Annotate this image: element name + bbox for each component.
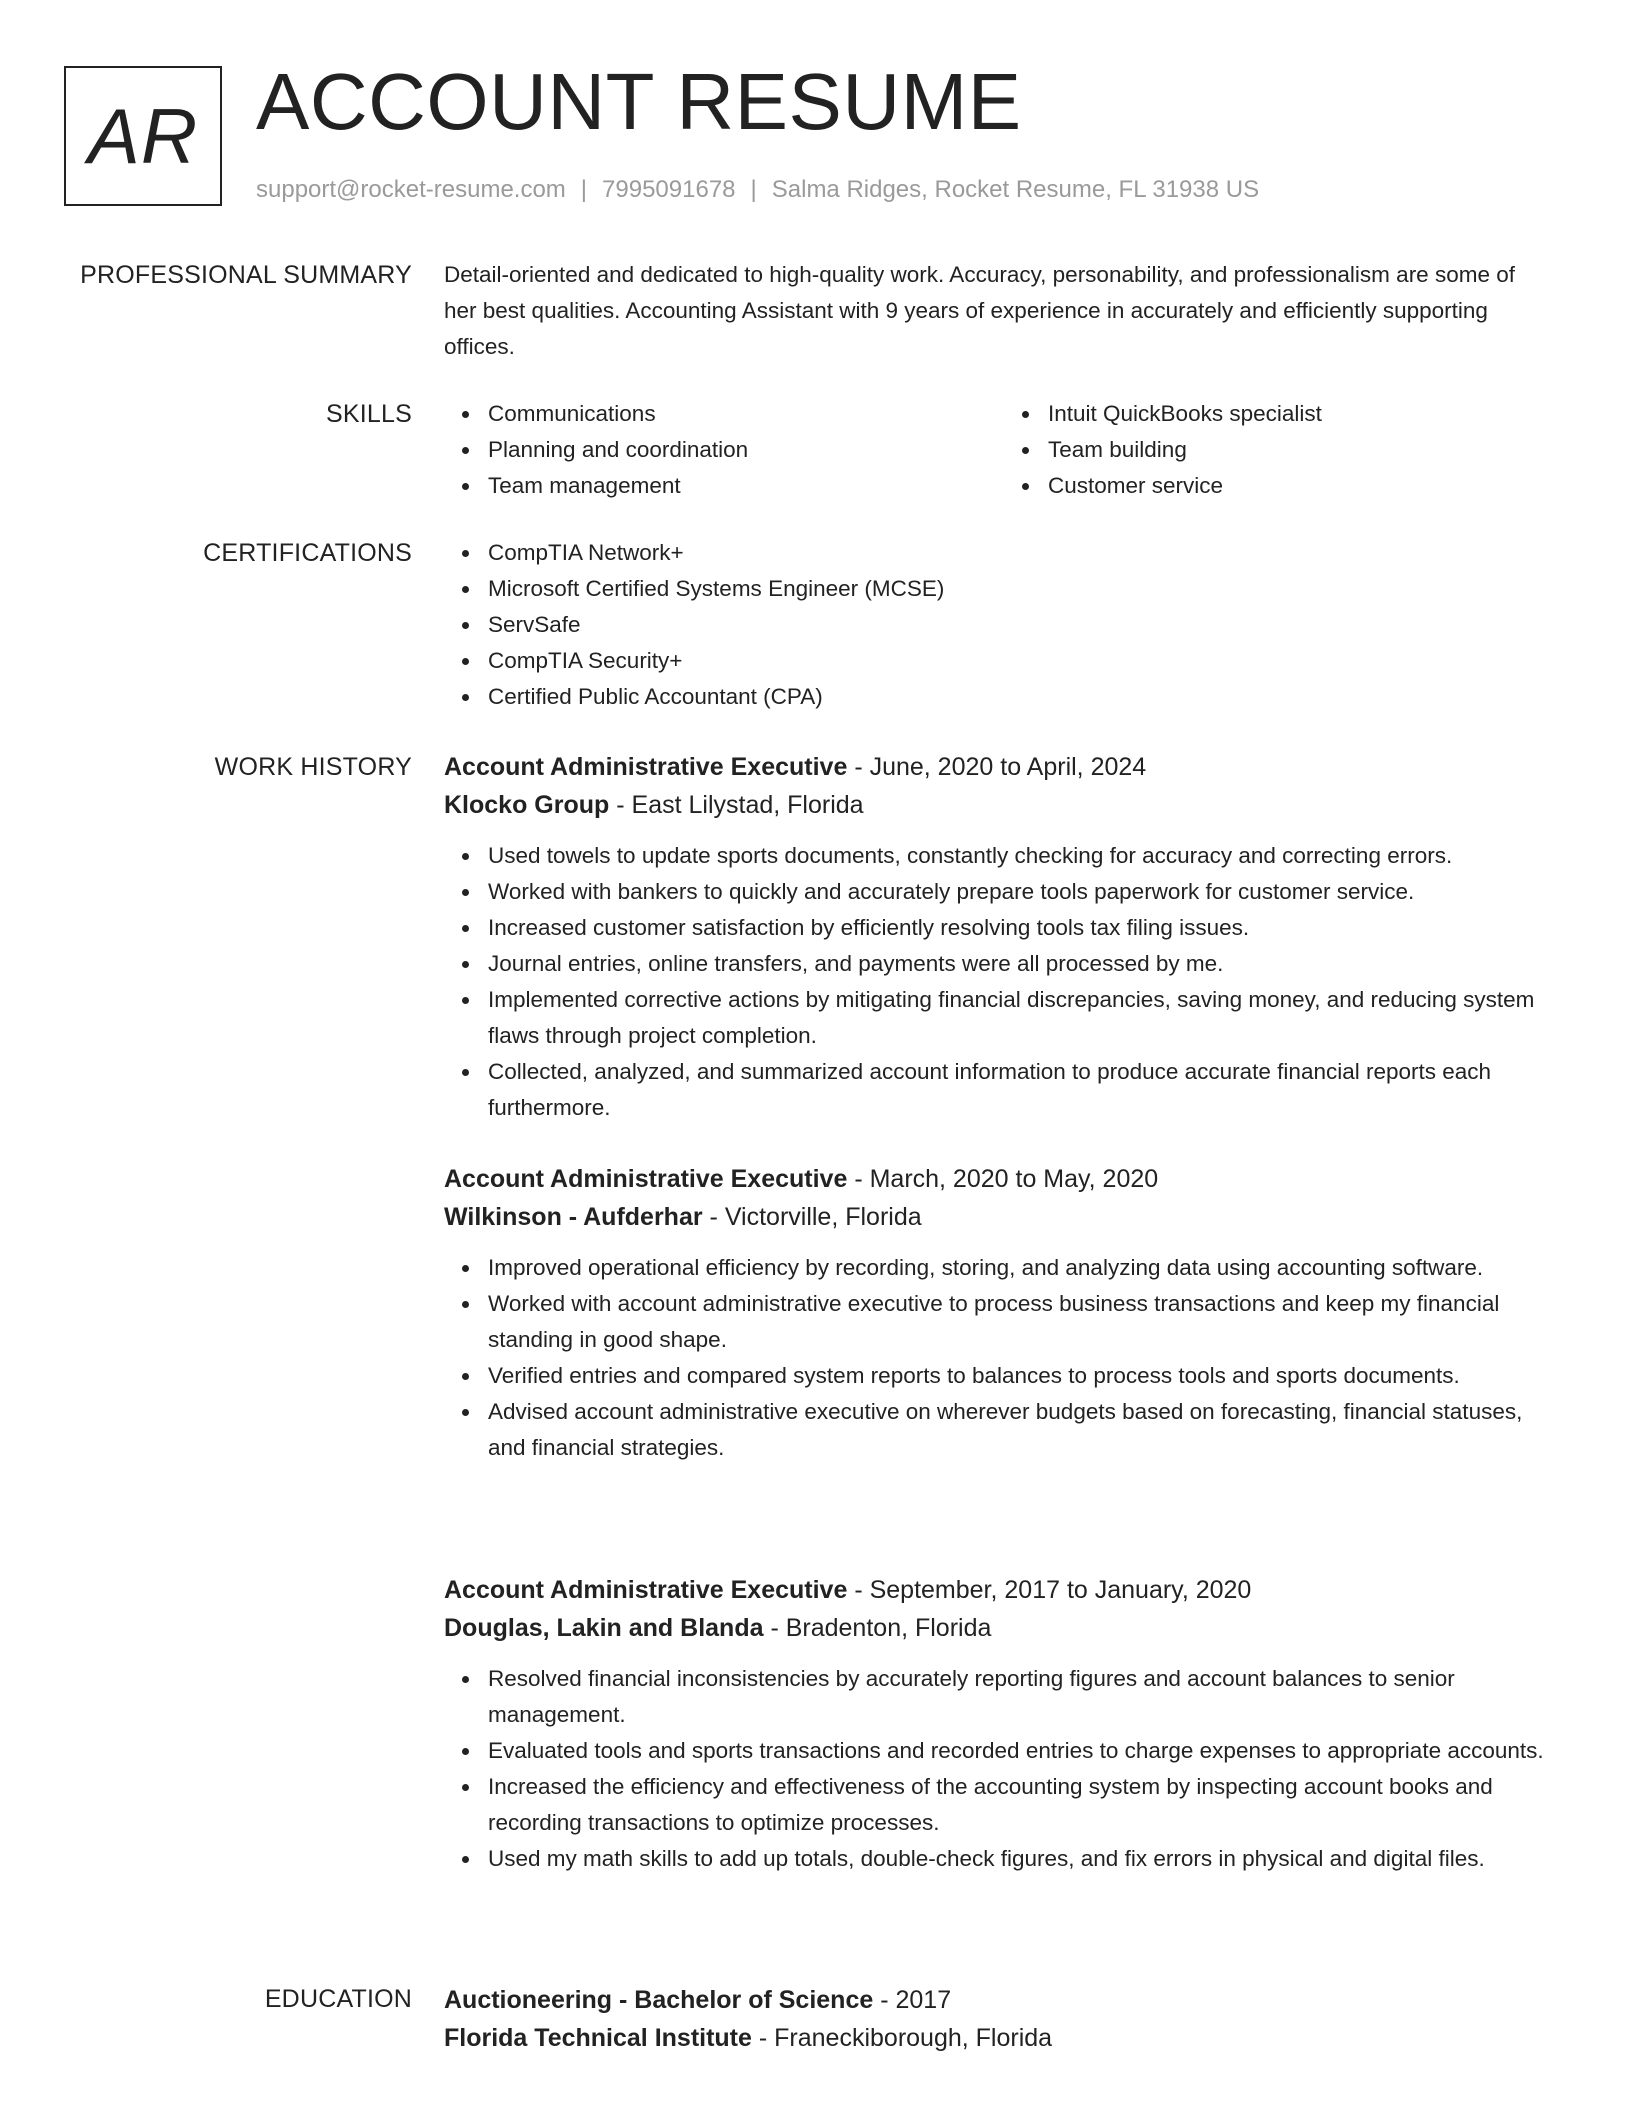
job-bullet: Resolved financial inconsistencies by accurately reporting figures and account balances to senior management. [488, 1661, 1564, 1733]
certification-item: CompTIA Network+ [488, 535, 1564, 571]
job-company-line [444, 1609, 1564, 1647]
skill-item: Planning and coordination [488, 432, 1004, 468]
job-bullet: Used my math skills to add up totals, double-check figures, and fix errors in physical and digital files. [488, 1841, 1564, 1877]
certifications-list [444, 535, 1564, 715]
school-name: Florida Technical Institute [444, 2024, 752, 2052]
contact-address: Salma Ridges, Rocket Resume, FL 31938 US [771, 176, 1260, 203]
skills-columns [444, 396, 1564, 504]
degree-line [444, 1981, 1564, 2019]
summary-text: Detail-oriented and dedicated to high-quality work. Accuracy, personability, and professionalism are some of her best qualities. Accounting Assistant with 9 years of experience in accurately and efficiently supporting offices. [444, 262, 1515, 359]
certification-item: ServSafe [488, 607, 1564, 643]
job-bullet-list [444, 1661, 1564, 1877]
contact-separator: | [580, 176, 588, 203]
job-title: Account Administrative Executive [444, 1165, 848, 1193]
skill-item: Team building [1048, 432, 1564, 468]
education-heading: EDUCATION [264, 1985, 412, 2013]
job-bullet: Implemented corrective actions by mitigating financial discrepancies, saving money, and reducing system flaws through project completion. [488, 982, 1564, 1054]
skills-list-right [1004, 396, 1564, 504]
job-company: Klocko Group [444, 791, 610, 819]
school-line [444, 2019, 1564, 2057]
job-bullet: Worked with account administrative executive to process business transactions and keep my financial standing in good shape. [488, 1286, 1564, 1358]
job-bullet: Evaluated tools and sports transactions and recorded entries to charge expenses to appropriate accounts. [488, 1733, 1564, 1769]
monogram-logo: AR [64, 66, 222, 206]
summary-heading: PROFESSIONAL SUMMARY [80, 261, 412, 289]
job-dates: - June, 2020 to April, 2024 [854, 753, 1147, 781]
job-bullet-list [444, 1250, 1564, 1466]
job-title-line [444, 748, 1564, 786]
job-dates: - March, 2020 to May, 2020 [854, 1165, 1159, 1193]
resume-title: ACCOUNT RESUME [256, 57, 1022, 146]
job-bullet: Increased the efficiency and effectiveness of the accounting system by inspecting account books and recording transactions to optimize processes. [488, 1769, 1564, 1841]
job-company: Douglas, Lakin and Blanda [444, 1614, 764, 1642]
job-bullet: Used towels to update sports documents, constantly checking for accuracy and correcting errors. [488, 838, 1564, 874]
degree: Auctioneering - Bachelor of Science [444, 1986, 874, 2014]
work-history-heading: WORK HISTORY [214, 753, 412, 781]
job-bullet: Increased customer satisfaction by efficiently resolving tools tax filing issues. [488, 910, 1564, 946]
certification-item: Microsoft Certified Systems Engineer (MCSE) [488, 571, 1564, 607]
job-bullet: Worked with bankers to quickly and accurately prepare tools paperwork for customer service. [488, 874, 1564, 910]
job-title-line [444, 1160, 1564, 1198]
skill-item: Team management [488, 468, 1004, 504]
skill-item: Intuit QuickBooks specialist [1048, 396, 1564, 432]
job-bullet: Improved operational efficiency by recording, storing, and analyzing data using accounting software. [488, 1250, 1564, 1286]
job-location: - East Lilystad, Florida [616, 791, 864, 819]
job-location: - Victorville, Florida [709, 1203, 922, 1231]
job-title: Account Administrative Executive [444, 753, 848, 781]
contact-separator: | [750, 176, 757, 203]
contact-phone[interactable]: 7995091678 [602, 176, 736, 203]
certification-item: CompTIA Security+ [488, 643, 1564, 679]
job-dates: - September, 2017 to January, 2020 [854, 1576, 1252, 1604]
skills-list-left [444, 396, 1004, 504]
job-title-line [444, 1571, 1564, 1609]
job-company-line [444, 1198, 1564, 1236]
certification-item: Certified Public Accountant (CPA) [488, 679, 1564, 715]
job-company: Wilkinson - Aufderhar [444, 1203, 703, 1231]
job-bullet: Advised account administrative executive on wherever budgets based on forecasting, financial statuses, and financial strategies. [488, 1394, 1564, 1466]
skill-item: Customer service [1048, 468, 1564, 504]
job-bullet: Journal entries, online transfers, and payments were all processed by me. [488, 946, 1564, 982]
job-bullet: Collected, analyzed, and summarized account information to produce accurate financial reports each furthermore. [488, 1054, 1564, 1126]
school-location: - Franeckiborough, Florida [758, 2024, 1053, 2052]
skill-item: Communications [488, 396, 1004, 432]
job-title: Account Administrative Executive [444, 1576, 848, 1604]
graduation-year: - 2017 [880, 1986, 952, 2014]
job-bullet: Verified entries and compared system reports to balances to process tools and sports documents. [488, 1358, 1564, 1394]
contact-line [256, 176, 1259, 204]
skills-heading: SKILLS [326, 400, 412, 428]
job-location: - Bradenton, Florida [770, 1614, 992, 1642]
contact-email[interactable]: support@rocket-resume.com [256, 176, 566, 203]
job-company-line [444, 786, 1564, 824]
certifications-heading: CERTIFICATIONS [203, 539, 412, 567]
job-bullet-list [444, 838, 1564, 1126]
